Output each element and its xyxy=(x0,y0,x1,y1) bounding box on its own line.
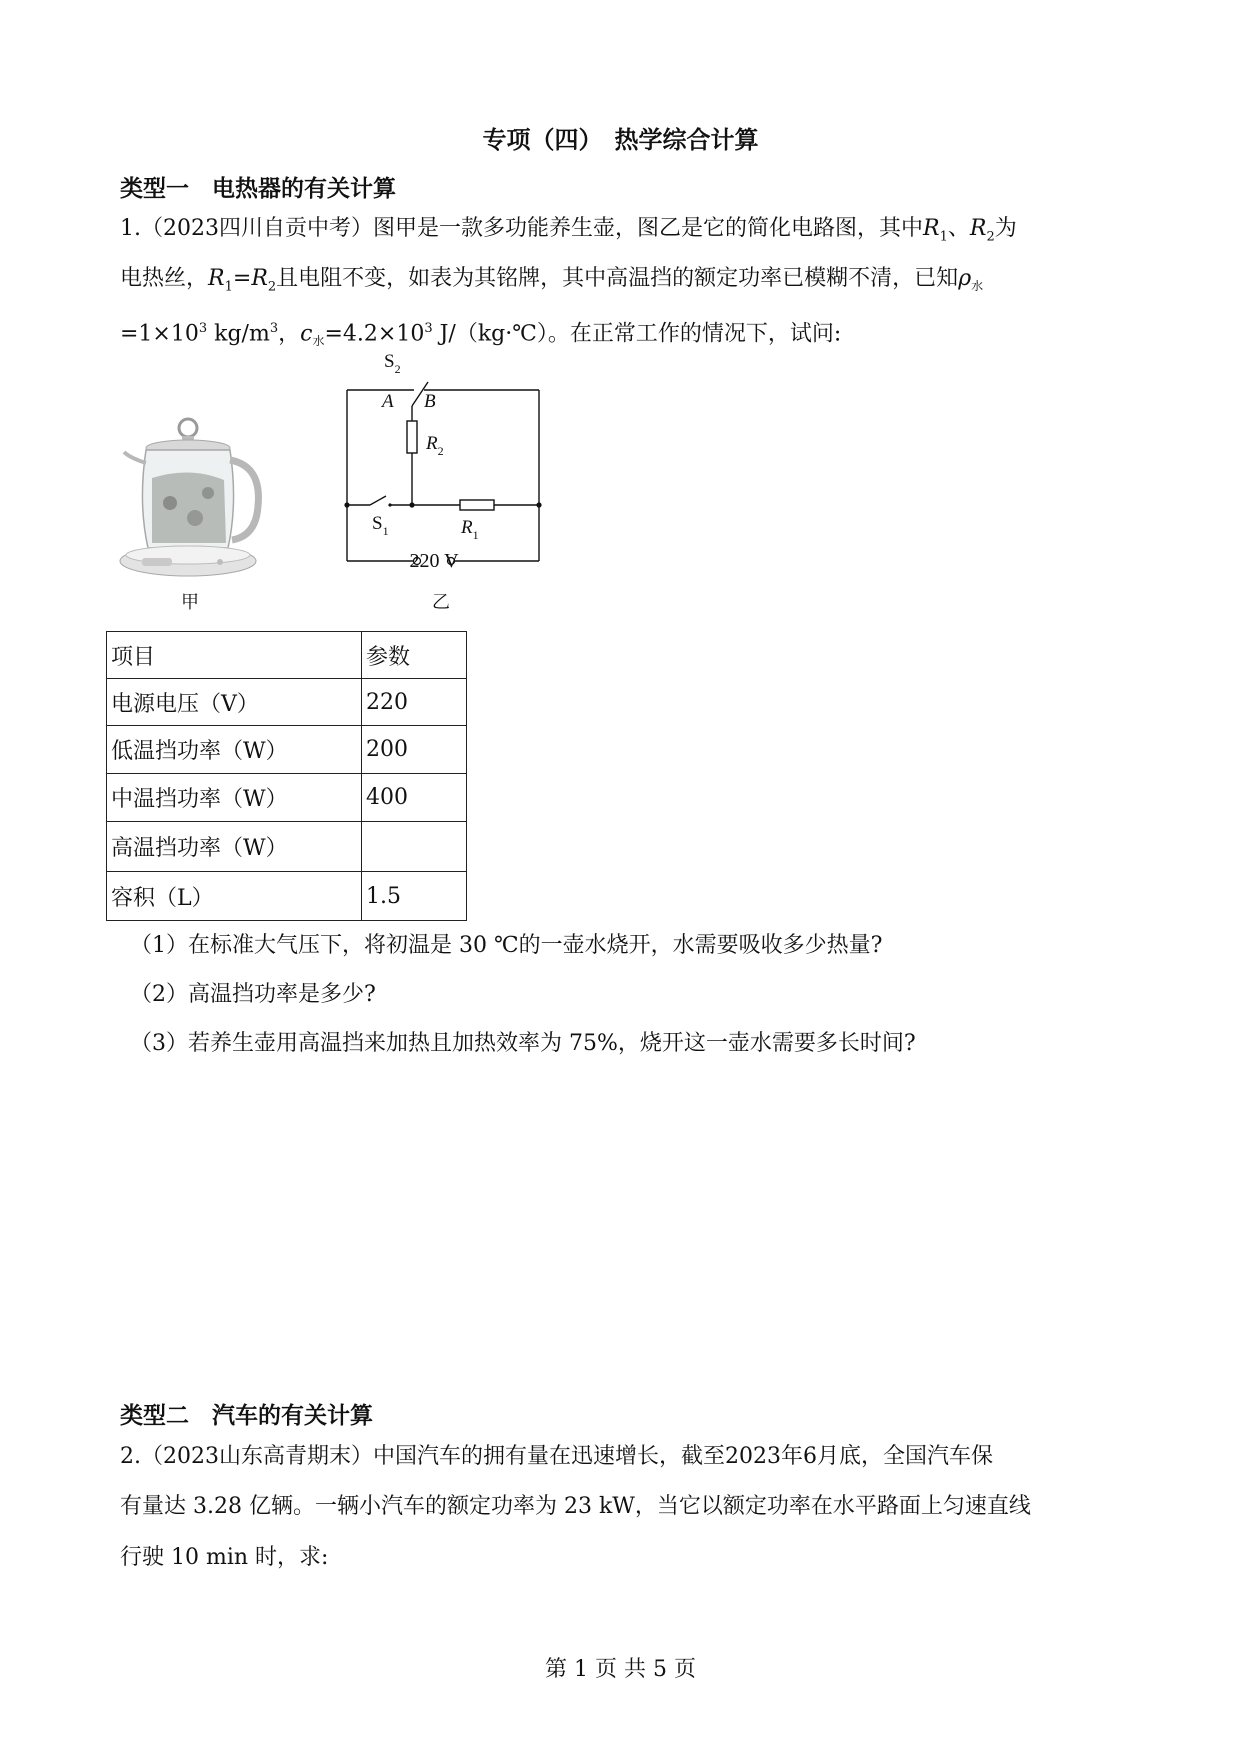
circuit-voltage-label: 220 V xyxy=(409,550,459,572)
q1-line-1: 1.（2023四川自贡中考）图甲是一款多功能养生壶，图乙是它的简化电路图，其中$R_1$、$R_2$为 xyxy=(120,216,1017,245)
table-cell: 400 xyxy=(362,774,467,822)
circuit-r1-label: $R_1$ xyxy=(461,517,479,542)
section-heading-2: 类型二 汽车的有关计算 xyxy=(120,1402,373,1429)
table-cell xyxy=(362,822,467,872)
kettle-image xyxy=(110,408,270,583)
caption-jia: 甲 xyxy=(181,592,199,613)
caption-yi: 乙 xyxy=(432,592,450,613)
table-header-cell: 项目 xyxy=(107,632,362,679)
table-cell: 容积（L） xyxy=(107,872,362,921)
section-heading-1: 类型一 电热器的有关计算 xyxy=(120,175,396,202)
spec-table xyxy=(106,631,467,921)
circuit-b-label: B xyxy=(424,391,436,412)
q2-line-2: 有量达 3.28 亿辆。一辆小汽车的额定功率为 23 kW，当它以额定功率在水平路面上匀速直线 xyxy=(120,1494,1031,1519)
circuit-diagram xyxy=(330,352,550,592)
table-row xyxy=(107,872,467,921)
resistor-r1 xyxy=(460,500,494,510)
table-row xyxy=(107,679,467,726)
table-row xyxy=(107,822,467,872)
table-cell: 高温挡功率（W） xyxy=(107,822,362,872)
circuit-a-label: A xyxy=(382,391,394,412)
page-footer: 第 1 页 共 5 页 xyxy=(545,1657,696,1682)
table-header-row xyxy=(107,632,467,679)
table-cell: 1.5 xyxy=(362,872,467,921)
table-cell: 中温挡功率（W） xyxy=(107,774,362,822)
q1-line-3: $=1\times 10^3$ $kg/m^3$，$c_水=4.2\times 10^3$ J/（kg·℃）。在正常工作的情况下，试问: xyxy=(120,321,842,349)
table-cell: 220 xyxy=(362,679,467,726)
q1-sub-question-2: （2）高温挡功率是多少? xyxy=(130,982,376,1007)
circuit-r2-label: $R_2$ xyxy=(426,433,444,458)
q2-line-1: 2.（2023山东高青期末）中国汽车的拥有量在迅速增长，截至2023年6月底，全国汽车保 xyxy=(120,1444,993,1469)
q1-sub-question-1: （1）在标准大气压下，将初温是 30 ℃的一壶水烧开，水需要吸收多少热量? xyxy=(130,933,883,958)
circuit-s1-label: $S_1$ xyxy=(372,513,389,538)
q1-line-2: 电热丝，$R_1=R_2$且电阻不变，如表为其铭牌，其中高温挡的额定功率已模糊不清，已知$\rho_水$ xyxy=(120,266,984,295)
circuit-s2-label: $S_2$ xyxy=(384,352,401,376)
table-row xyxy=(107,774,467,822)
table-cell: 200 xyxy=(362,726,467,774)
q2-line-3: 行驶 10 min 时，求: xyxy=(120,1545,329,1570)
q1-sub-question-3: （3）若养生壶用高温挡来加热且加热效率为 75%，烧开这一壶水需要多长时间? xyxy=(130,1031,916,1056)
table-cell: 低温挡功率（W） xyxy=(107,726,362,774)
table-row xyxy=(107,726,467,774)
table-header-cell: 参数 xyxy=(362,632,467,679)
table-cell: 电源电压（V） xyxy=(107,679,362,726)
page-title: 专项（四） 热学综合计算 xyxy=(482,125,759,154)
resistor-r2 xyxy=(407,421,417,453)
